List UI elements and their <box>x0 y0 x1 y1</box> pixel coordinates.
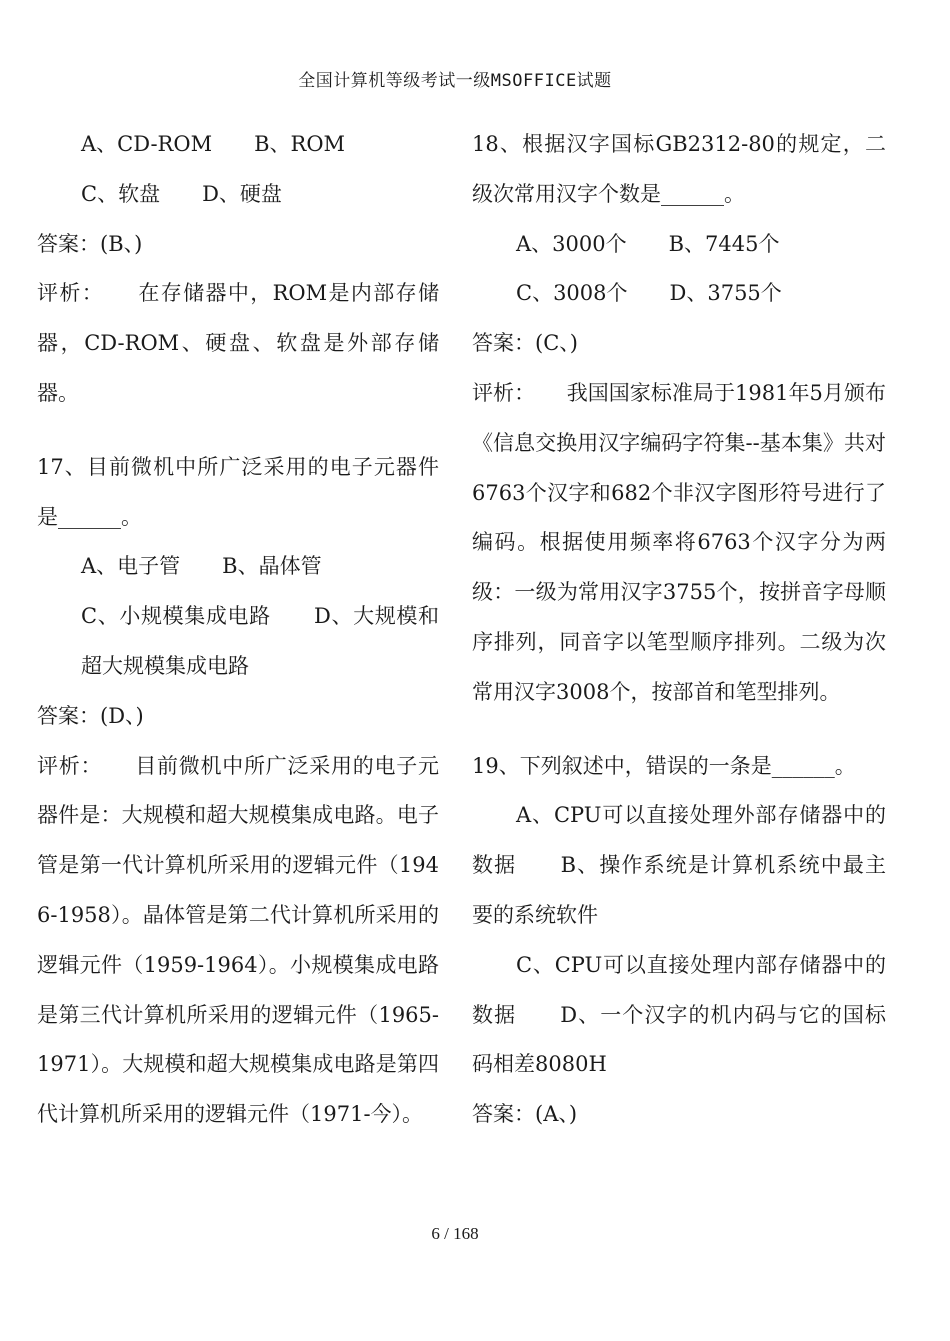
q16-options-ab: A、CD-ROM B、ROM <box>81 132 346 156</box>
q17-options-cd: C、小规模集成电路 D、大规模和超大规模集成电路 <box>81 604 439 678</box>
q18-analysis: 评析： 我国国家标准局于1981年5月颁布《信息交换用汉字编码字符集--基本集》共对6763个汉字和682个非汉字图形符号进行了编码。根据使用频率将6763个汉字分为两级：一级为常用汉字3755个，按拼音字母顺序排列，同音字以笔型顺序排列。二级为次常用汉字3008个，按部首和笔型排列。 <box>472 380 886 704</box>
q19-options-cd: C、CPU可以直接处理内部存储器中的数据 D、一个汉字的机内码与它的国标码相差8080H <box>472 952 886 1077</box>
q18-question: 18、根据汉字国标GB2312-80的规定，二级次常用汉字个数是______。 <box>472 132 886 206</box>
left-column <box>37 120 439 1140</box>
q17-answer: 答案：(D、) <box>37 703 144 728</box>
q17-analysis: 评析： 目前微机中所广泛采用的电子元器件是：大规模和超大规模集成电路。电子管是第一代计算机所采用的逻辑元件（1946-1958）。晶体管是第二代计算机所采用的逻辑元件（1959-1964）。小规模集成电路是第三代计算机所采用的逻辑元件（1965-1971）。大规模和超大规模集成电路是第四代计算机所采用的逻辑元件（1971-今）。 <box>37 753 439 1127</box>
q19-question: 19、下列叙述中，错误的一条是______。 <box>472 753 856 778</box>
q16-answer: 答案：(B、) <box>37 231 143 256</box>
q17-options-ab: A、电子管 B、晶体管 <box>81 554 322 579</box>
spacer <box>472 718 886 742</box>
q16-options-cd: C、软盘 D、硬盘 <box>81 181 282 206</box>
q19-answer: 答案：(A、) <box>472 1102 578 1127</box>
q18-answer: 答案：(C、) <box>472 331 578 356</box>
right-column <box>472 120 886 1140</box>
page-header: 全国计算机等级考试一级MSOFFICE试题 <box>298 71 612 91</box>
q16-analysis: 评析： 在存储器中，ROM是内部存储器，CD-ROM、硬盘、软盘是外部存储器。 <box>37 281 439 405</box>
spacer <box>37 419 439 443</box>
page-number: 6 / 168 <box>431 1224 479 1243</box>
q18-options-ab: A、3000个 B、7445个 <box>516 231 780 256</box>
q18-options-cd: C、3008个 D、3755个 <box>516 281 782 306</box>
q17-question: 17、目前微机中所广泛采用的电子元器件是______。 <box>37 454 439 529</box>
q19-options-ab: A、CPU可以直接处理外部存储器中的数据 B、操作系统是计算机系统中最主要的系统软件 <box>472 803 886 927</box>
